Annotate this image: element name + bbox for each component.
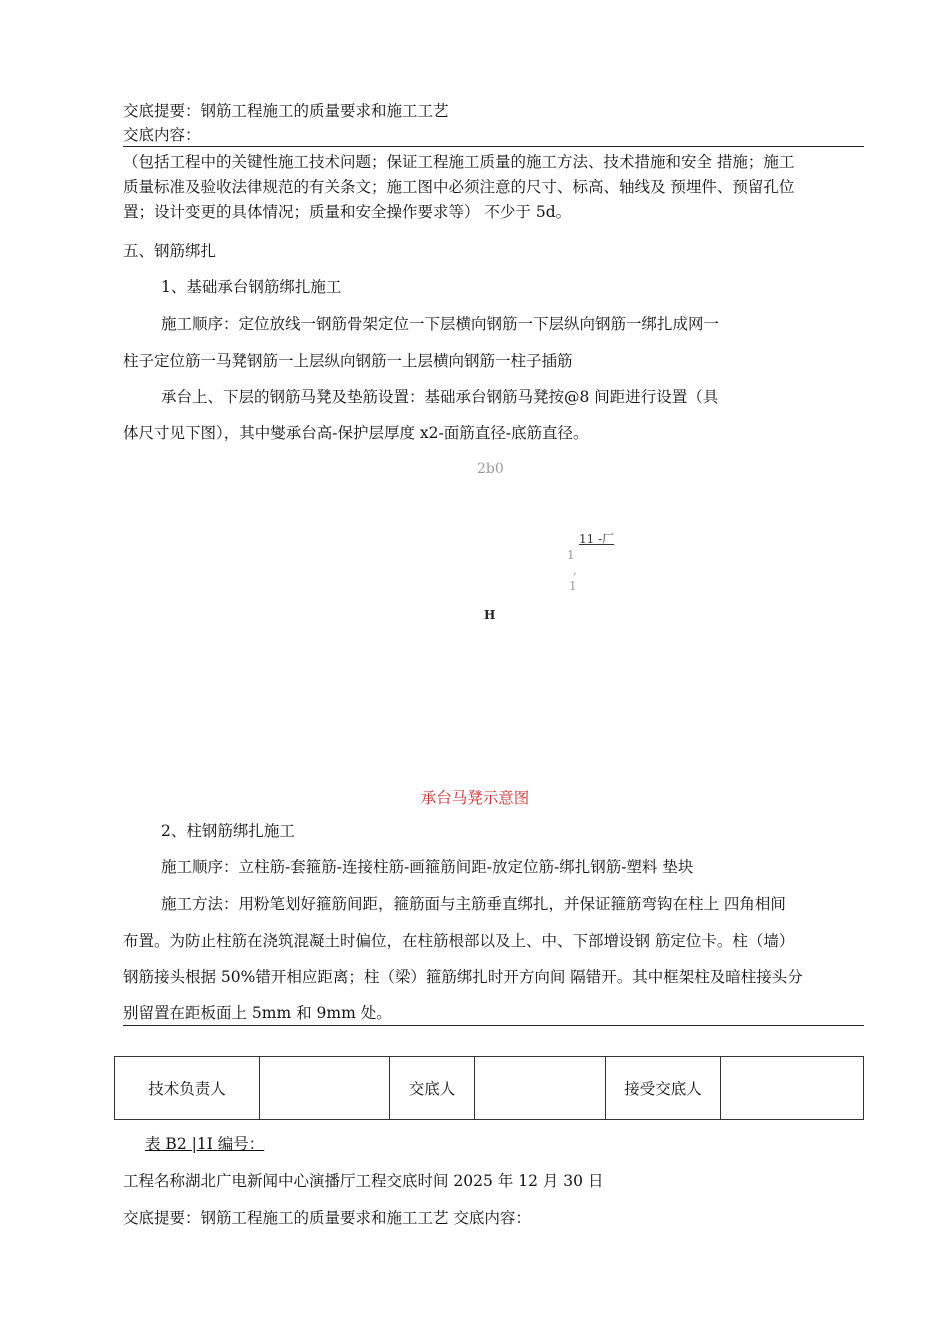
subsection-title: 2、柱钢筋绑扎施工 [161, 822, 295, 840]
figure-caption: 承台马凳示意图 [420, 789, 530, 807]
paragraph-line: 施工顺序：立柱筋-套箍筋-连接柱筋-画箍筋间距-放定位筋-绑扎钢筋-塑料 垫块 [161, 858, 694, 876]
disclosure-summary-repeat: 交底提要：钢筋工程施工的质量要求和施工工艺 交底内容： [123, 1209, 531, 1227]
paragraph-line: 布置。为防止柱筋在浇筑混凝土时偏位，在柱筋根部以及上、中、下部增设钢 筋定位卡。柱（墙） [123, 932, 795, 950]
subsection-title: 1、基础承台钢筋绑扎施工 [161, 278, 342, 296]
disclosure-summary: 交底提要：钢筋工程施工的质量要求和施工工艺 [123, 102, 449, 120]
receiver-signature [721, 1057, 864, 1120]
form-number: 表 B2 |1I 编号： [145, 1135, 265, 1153]
figure-tick: , [573, 563, 577, 577]
paragraph-line: 体尺寸见下图），其中燮承台高-保护层厚度 x2-面筋直径-底筋直径。 [123, 424, 589, 442]
divider-bottom [123, 1025, 864, 1026]
paragraph-line: 钢筋接头根据 50%错开相应距离；柱（梁）箍筋绑扎时开方向间 隔错开。其中框架柱及暗柱接头分 [123, 968, 803, 986]
figure-tick: 1 [567, 548, 575, 562]
paragraph-line: 承台上、下层的钢筋马凳及垫筋设置：基础承台钢筋马凳按@8 间距进行设置（具 [161, 388, 719, 406]
divider-top [123, 146, 864, 147]
paragraph-line: 施工方法：用粉笔划好箍筋间距，箍筋面与主筋垂直绑扎，并保证箍筋弯钩在柱上 四角相间 [161, 895, 786, 913]
figure-tick: 1 [569, 579, 577, 593]
receiver-label: 接受交底人 [606, 1057, 721, 1120]
tech-lead-label: 技术负责人 [115, 1057, 260, 1120]
tech-lead-signature [260, 1057, 390, 1120]
intro-line: 置；设计变更的具体情况；质量和安全操作要求等） 不少于 5d。 [123, 203, 572, 221]
discloser-signature [475, 1057, 606, 1120]
signature-table [114, 1056, 864, 1120]
figure-label-h: H [484, 608, 496, 622]
discloser-label: 交底人 [390, 1057, 475, 1120]
intro-line: （包括工程中的关键性施工技术问题；保证工程施工质量的施工方法、技术措施和安全 措施；施工 [123, 153, 795, 171]
project-info: 工程名称湖北广电新闻中心演播厅工程交底时间 2025 年 12 月 30 日 [123, 1172, 604, 1190]
paragraph-line: 别留置在距板面上 5mm 和 9mm 处。 [123, 1004, 392, 1022]
paragraph-line: 柱子定位筋一马凳钢筋一上层纵向钢筋一上层横向钢筋一柱子插筋 [123, 352, 573, 370]
intro-line: 质量标准及验收法律规范的有关条文；施工图中必须注意的尺寸、标高、轴线及 预埋件、预留孔位 [123, 178, 795, 196]
disclosure-content-label: 交底内容： [123, 126, 201, 144]
paragraph-line: 施工顺序：定位放线一钢筋骨架定位一下层横向钢筋一下层纵向钢筋一绑扎成网一 [161, 315, 720, 333]
section-title: 五、钢筋绑扎 [123, 242, 217, 260]
figure-label-top: 2b0 [477, 461, 504, 477]
figure-label-right: 11 -厂 [579, 532, 615, 546]
